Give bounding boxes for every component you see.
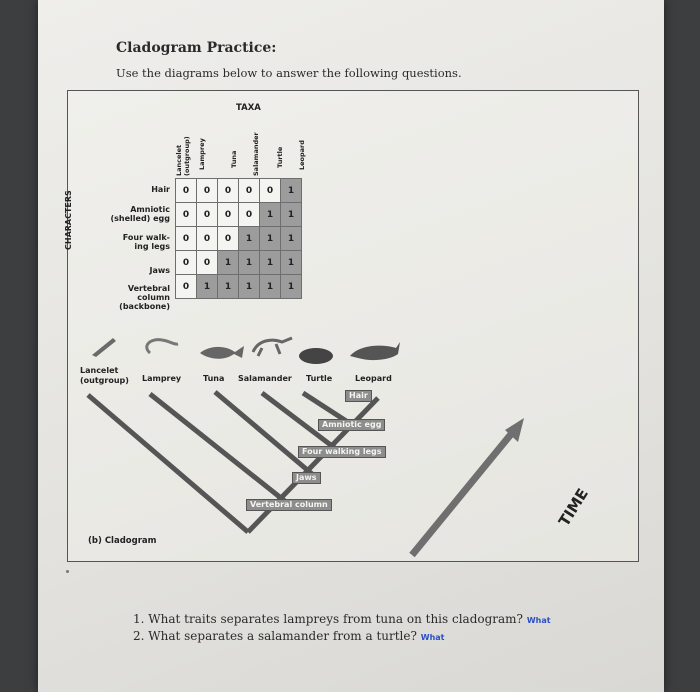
label-turtle: Turtle: [306, 374, 333, 383]
lamprey-icon: [147, 340, 178, 353]
characters-label: CHARACTERS: [64, 190, 73, 250]
page-mark: [66, 570, 69, 573]
time-label: TIME: [555, 485, 592, 530]
matrix-cell: 0: [218, 179, 239, 203]
taxon-header: Salamander: [252, 132, 260, 176]
worksheet-title: Cladogram Practice:: [116, 40, 277, 56]
matrix-cell: 1: [218, 275, 239, 299]
handwritten-answer: What: [526, 616, 551, 625]
matrix-cell: 1: [281, 203, 302, 227]
matrix-cell: 0: [197, 203, 218, 227]
matrix-cell: 1: [197, 275, 218, 299]
trait-four-walking-legs: Four walking legs: [298, 446, 386, 458]
matrix-cell: 0: [176, 203, 197, 227]
matrix-cell: 0: [197, 179, 218, 203]
trait-hair: Hair: [345, 390, 372, 402]
figure-caption: (b) Cladogram: [88, 536, 157, 546]
question-text: What traits separates lampreys from tuna on this cladogram?: [148, 612, 523, 626]
matrix-cell: 1: [260, 275, 281, 299]
row-label-vertebral-column: Vertebral column (backbone): [119, 284, 170, 311]
turtle-icon: [299, 348, 333, 364]
row-label-amniotic-egg: Amniotic (shelled) egg: [110, 205, 170, 223]
leopard-icon: [350, 342, 400, 360]
matrix-cell: 1: [281, 251, 302, 275]
trait-vertebral-column: Vertebral column: [246, 499, 332, 511]
matrix-cell: 0: [176, 275, 197, 299]
taxon-header: Tuna: [230, 150, 238, 168]
taxon-header: Lancelet (outgroup): [175, 136, 191, 176]
matrix-cell: 0: [260, 179, 281, 203]
matrix-cell: 0: [239, 179, 260, 203]
matrix-cell: 0: [218, 227, 239, 251]
matrix-cell: 0: [197, 251, 218, 275]
matrix-cell: 1: [260, 227, 281, 251]
matrix-cell: 1: [239, 275, 260, 299]
trait-jaws: Jaws: [292, 472, 321, 484]
label-lamprey: Lamprey: [142, 374, 182, 383]
matrix-cell: 0: [176, 179, 197, 203]
salamander-icon: [253, 338, 292, 356]
matrix-cell: 0: [239, 203, 260, 227]
row-label-jaws: Jaws: [149, 266, 170, 275]
row-label-four-legs: Four walk- ing legs: [122, 233, 170, 251]
matrix-cell: 1: [239, 227, 260, 251]
matrix-cell: 1: [260, 251, 281, 275]
handwritten-answer: What: [420, 633, 445, 642]
taxon-header: Turtle: [276, 146, 284, 168]
question-2: [133, 629, 445, 643]
matrix-cell: 0: [176, 227, 197, 251]
question-text: What separates a salamander from a turtle?: [148, 629, 417, 643]
matrix-cell: 0: [197, 227, 218, 251]
matrix-cell: 1: [260, 203, 281, 227]
matrix-cell: 1: [281, 275, 302, 299]
matrix-cell: 0: [176, 251, 197, 275]
question-number: 1.: [133, 612, 145, 626]
label-salamander: Salamander: [238, 374, 292, 383]
row-label-hair: Hair: [151, 185, 170, 194]
matrix-cell: 1: [281, 179, 302, 203]
label-tuna: Tuna: [203, 374, 225, 383]
label-lancelet: Lancelet (outgroup): [80, 366, 129, 385]
lancelet-icon: [92, 338, 116, 357]
trait-amniotic-egg: Amniotic egg: [318, 419, 385, 431]
label-leopard: Leopard: [355, 374, 392, 383]
question-1: [133, 612, 551, 626]
matrix-cell: 1: [281, 227, 302, 251]
matrix-cell: 1: [218, 251, 239, 275]
instructions: Use the diagrams below to answer the following questions.: [116, 66, 462, 80]
tuna-icon: [200, 346, 244, 359]
taxon-header: Leopard: [298, 140, 306, 170]
question-number: 2.: [133, 629, 145, 643]
taxa-label: TAXA: [236, 103, 261, 113]
matrix-cell: 1: [239, 251, 260, 275]
matrix-cell: 0: [218, 203, 239, 227]
taxon-header: Lamprey: [198, 138, 206, 170]
